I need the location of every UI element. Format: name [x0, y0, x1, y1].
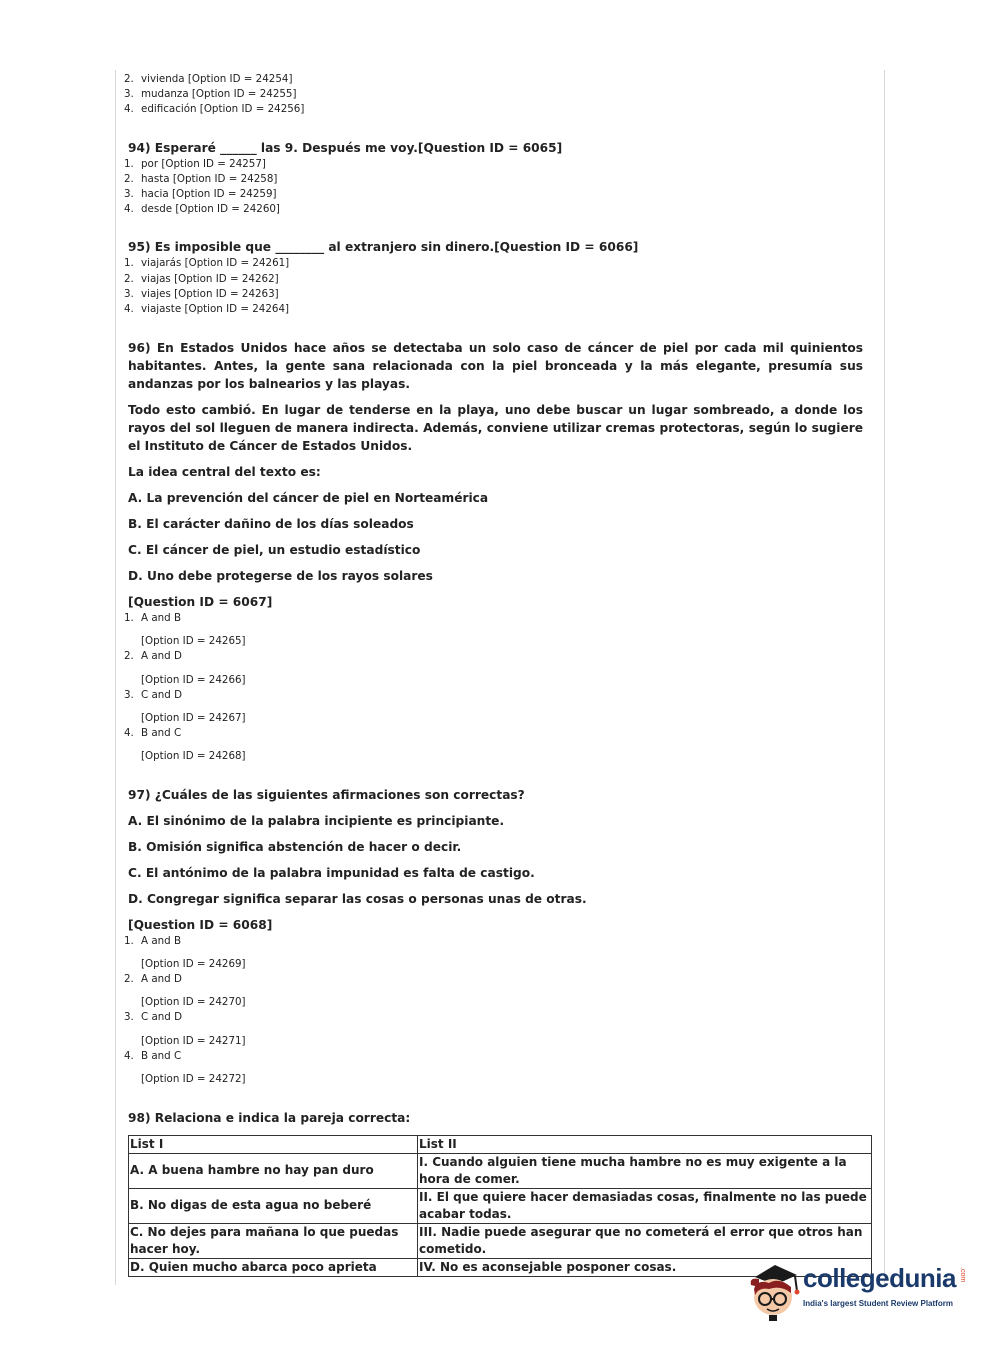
q96-paragraph-1: 96) En Estados Unidos hace años se detectaba un solo caso de cáncer de piel por cada mil quinientos habitantes. Antes, la gente sana relacionada con la piel bronceada y la más elegante, presumía sus andanzas por los balnearios y las playas.: [128, 341, 863, 392]
table-header-cell: List I: [129, 1135, 418, 1153]
option-id: [Option ID = 24270]: [141, 996, 246, 1009]
option: 2. viajas [Option ID = 24262]: [124, 272, 279, 285]
table-row: [129, 1188, 872, 1223]
mascot-icon: [745, 1255, 803, 1321]
q97-text: 97) ¿Cuáles de las siguientes afirmaciones son correctas?: [128, 788, 525, 803]
q96-statement: A. La prevención del cáncer de piel en Norteamérica: [128, 491, 489, 506]
option: 4. edificación [Option ID = 24256]: [124, 103, 305, 116]
page-right-border: [884, 70, 885, 1285]
question-paper: [124, 72, 874, 1277]
page-left-border: [115, 70, 116, 1285]
table-row: [129, 1223, 872, 1258]
option: 3. C and D: [124, 1011, 183, 1024]
option: 3. C and D: [124, 688, 183, 701]
option: 3. viajes [Option ID = 24263]: [124, 287, 279, 300]
q97-statement: C. El antónimo de la palabra impunidad es falta de castigo.: [128, 866, 535, 881]
q97-statement: D. Congregar significa separar las cosas o personas unas de otras.: [128, 892, 587, 907]
option-id: [Option ID = 24268]: [141, 750, 246, 763]
option-id: [Option ID = 24267]: [141, 711, 246, 724]
q94-text: 94) Esperaré ______ las 9. Después me voy.[Question ID = 6065]: [128, 140, 563, 155]
table-cell: I. Cuando alguien tiene mucha hambre no es muy exigente a la hora de comer.: [418, 1153, 872, 1188]
q97-statement: A. El sinónimo de la palabra incipiente es principiante.: [128, 814, 505, 829]
option: 2. vivienda [Option ID = 24254]: [124, 73, 293, 85]
brand-tagline: India's largest Student Review Platform: [803, 1299, 953, 1308]
option-id: [Option ID = 24266]: [141, 673, 246, 686]
table-cell: IV. No es aconsejable posponer cosas.: [418, 1258, 872, 1276]
q97-statement: B. Omisión significa abstención de hacer o decir.: [128, 840, 462, 855]
q96-statement: C. El cáncer de piel, un estudio estadístico: [128, 543, 421, 558]
option-id: [Option ID = 24265]: [141, 635, 246, 648]
table-cell: III. Nadie puede asegurar que no cometerá el error que otros han cometido.: [418, 1223, 872, 1258]
option-id: [Option ID = 24269]: [141, 958, 246, 971]
brand-domain: .com: [959, 1267, 966, 1283]
option: 3. hacia [Option ID = 24259]: [124, 188, 277, 201]
brand-name: collegedunia: [803, 1263, 956, 1293]
table-cell: II. El que quiere hacer demasiadas cosas, finalmente no las puede acabar todas.: [418, 1188, 872, 1223]
option: 1. A and B: [124, 612, 182, 625]
q96-statement: D. Uno debe protegerse de los rayos solares: [128, 569, 433, 584]
q97-question-id: [Question ID = 6068]: [128, 918, 273, 933]
q96-options: [124, 611, 874, 764]
option: 3. mudanza [Option ID = 24255]: [124, 88, 297, 101]
table-cell: D. Quien mucho abarca poco aprieta: [129, 1258, 418, 1276]
q95-options: [124, 256, 874, 317]
collegedunia-logo: [745, 1255, 975, 1325]
table-cell: C. No dejes para mañana lo que puedas hacer hoy.: [129, 1223, 418, 1258]
q96-question-id: [Question ID = 6067]: [128, 595, 273, 610]
option-id: [Option ID = 24271]: [141, 1034, 246, 1047]
q96-prompt: La idea central del texto es:: [128, 465, 321, 480]
option: 1. por [Option ID = 24257]: [124, 157, 266, 170]
table-cell: B. No digas de esta agua no beberé: [129, 1188, 418, 1223]
q95-text: 95) Es imposible que ________ al extranjero sin dinero.[Question ID = 6066]: [128, 240, 639, 255]
option-id: [Option ID = 24272]: [141, 1072, 246, 1085]
table-header-row: [129, 1135, 872, 1153]
option: 2. hasta [Option ID = 24258]: [124, 172, 278, 185]
option: 2. A and D: [124, 973, 182, 986]
q93-options: [124, 72, 874, 118]
table-cell: A. A buena hambre no hay pan duro: [129, 1153, 418, 1188]
option: 4. B and C: [124, 1049, 182, 1062]
table-header-cell: List II: [418, 1135, 872, 1153]
option: 4. viajaste [Option ID = 24264]: [124, 303, 290, 316]
option: 1. A and B: [124, 935, 182, 948]
option: 4. B and C: [124, 726, 182, 739]
option: 2. A and D: [124, 650, 182, 663]
option: 4. desde [Option ID = 24260]: [124, 203, 280, 216]
q94-options: [124, 157, 874, 218]
option: 1. viajarás [Option ID = 24261]: [124, 257, 290, 270]
q96-paragraph-2: Todo esto cambió. En lugar de tenderse en la playa, uno debe buscar un lugar sombreado, a donde los rayos del sol lleguen de manera indirecta. Además, conviene utilizar cremas protectoras, según lo sugiere el Instituto de Cáncer de Estados Unidos.: [128, 403, 863, 454]
table-row: [129, 1153, 872, 1188]
q96-statement: B. El carácter dañino de los días soleados: [128, 517, 414, 532]
q97-options: [124, 934, 874, 1087]
q98-text: 98) Relaciona e indica la pareja correcta:: [128, 1110, 411, 1125]
